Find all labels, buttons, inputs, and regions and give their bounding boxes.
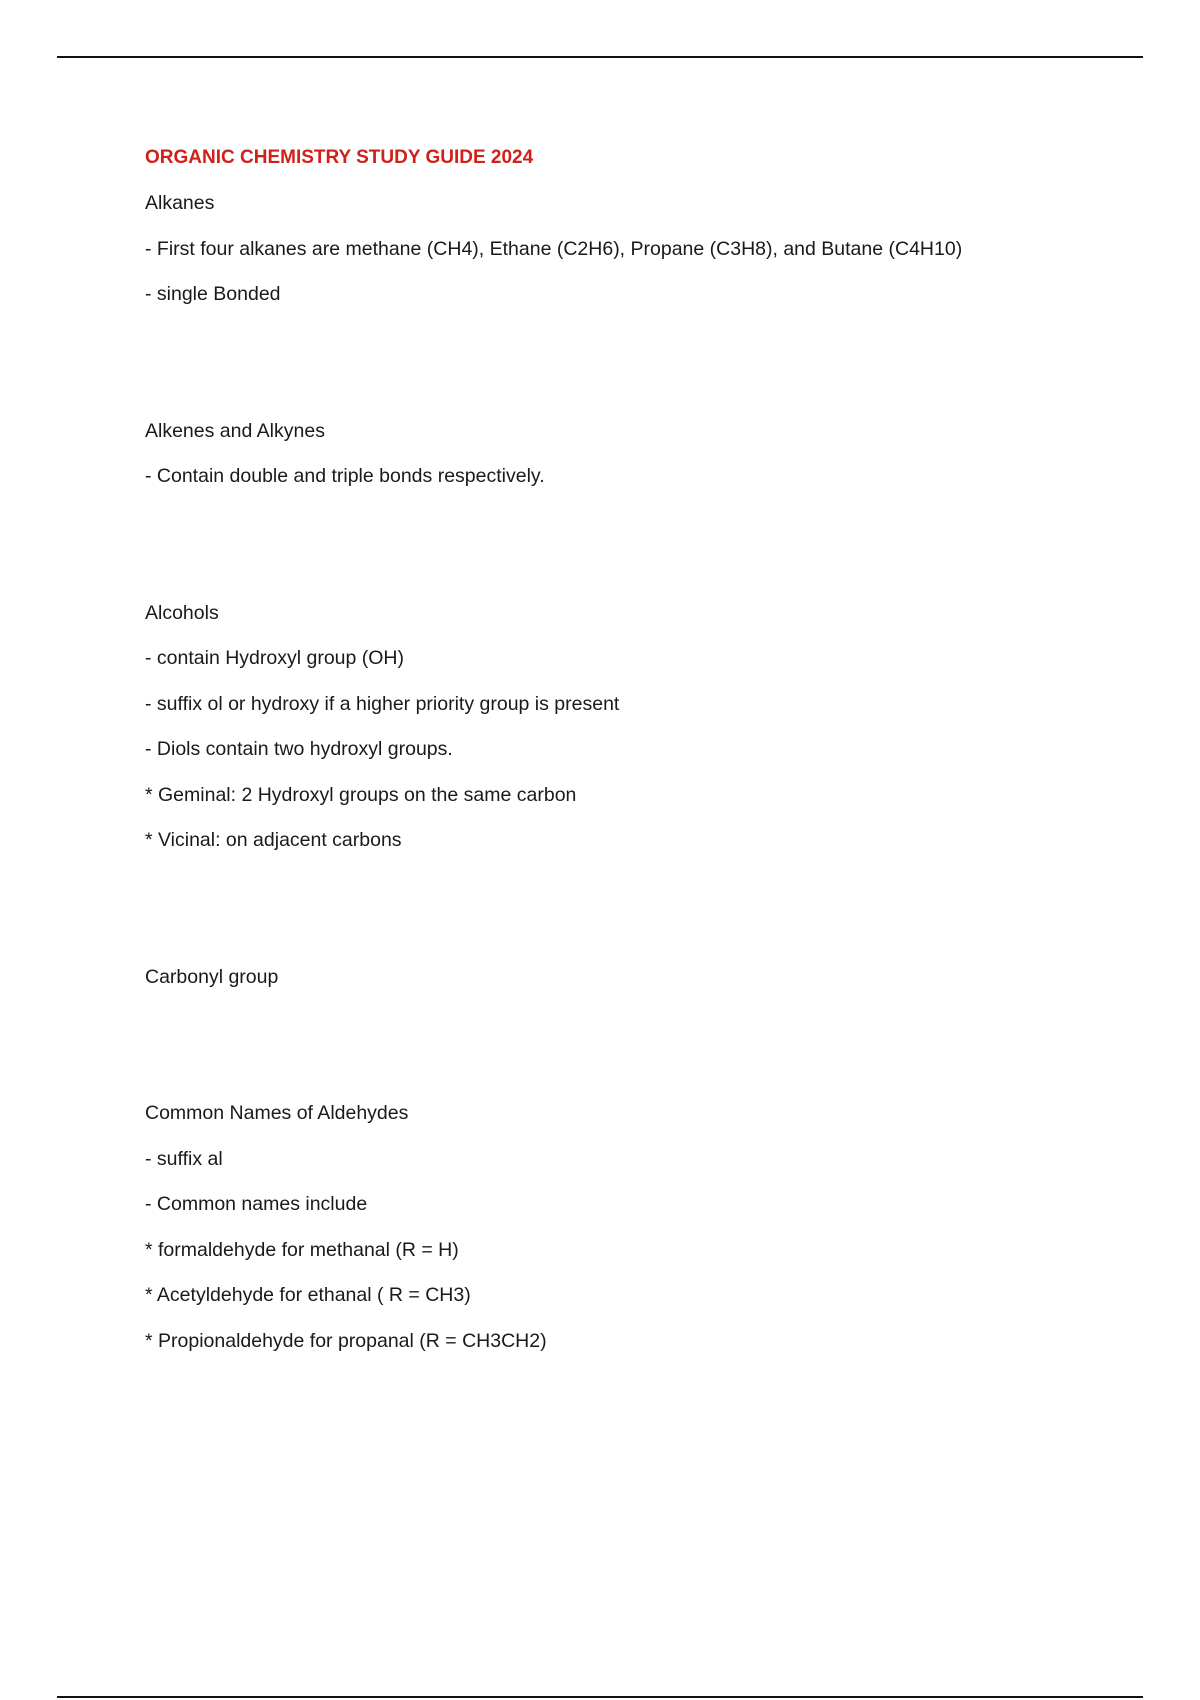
section-heading-carbonyl: Carbonyl group: [145, 966, 279, 988]
aldehydes-line-4: * Acetyldehyde for ethanal ( R = CH3): [145, 1284, 471, 1306]
alcohols-line-2: - suffix ol or hydroxy if a higher priority group is present: [145, 693, 620, 715]
section-heading-alkanes: Alkanes: [145, 192, 215, 214]
alkenes-alkynes-line-1: - Contain double and triple bonds respectively.: [145, 465, 545, 487]
section-heading-aldehydes: Common Names of Aldehydes: [145, 1102, 409, 1124]
aldehydes-line-3: * formaldehyde for methanal (R = H): [145, 1239, 459, 1261]
top-rule: [57, 56, 1143, 58]
section-heading-alcohols: Alcohols: [145, 602, 219, 624]
alkanes-line-2: - single Bonded: [145, 283, 281, 305]
alcohols-line-3: - Diols contain two hydroxyl groups.: [145, 738, 453, 760]
section-heading-alkenes-alkynes: Alkenes and Alkynes: [145, 420, 325, 442]
alcohols-line-4: * Geminal: 2 Hydroxyl groups on the same carbon: [145, 784, 577, 806]
alkanes-line-1: - First four alkanes are methane (CH4), Ethane (C2H6), Propane (C3H8), and Butane (C4H10): [145, 238, 963, 260]
alcohols-line-1: - contain Hydroxyl group (OH): [145, 647, 405, 669]
alcohols-line-5: * Vicinal: on adjacent carbons: [145, 829, 402, 851]
aldehydes-line-5: * Propionaldehyde for propanal (R = CH3CH2): [145, 1330, 547, 1352]
aldehydes-line-1: - suffix al: [145, 1148, 223, 1170]
aldehydes-line-2: - Common names include: [145, 1193, 368, 1215]
bottom-rule: [57, 1696, 1143, 1698]
document-title: ORGANIC CHEMISTRY STUDY GUIDE 2024: [145, 147, 534, 168]
